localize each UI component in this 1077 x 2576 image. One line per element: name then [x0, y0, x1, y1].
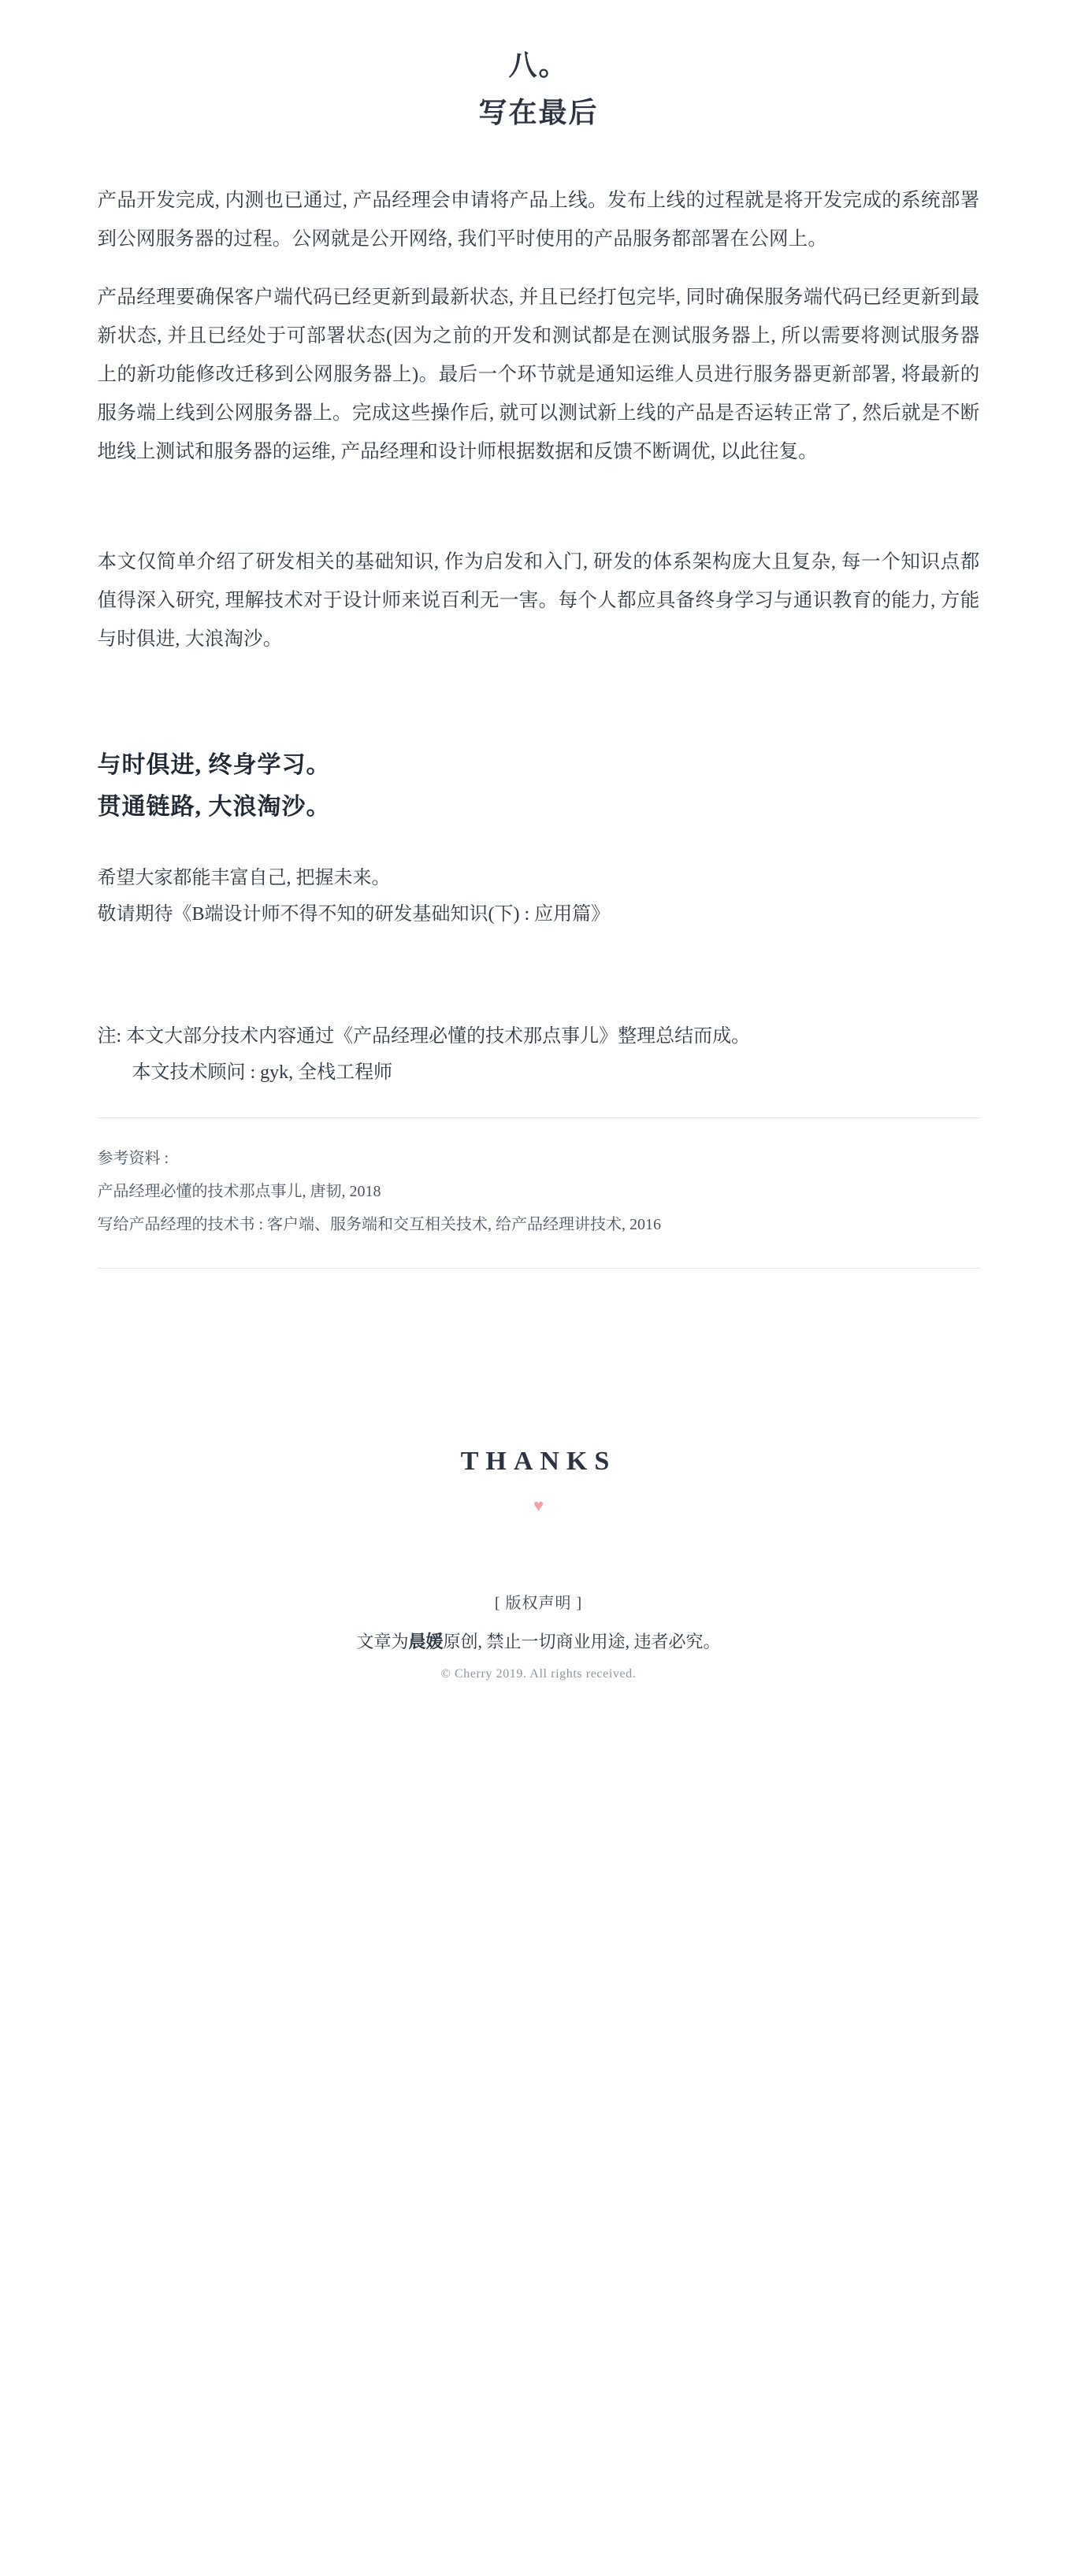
- paragraph-3: 本文仅简单介绍了研发相关的基础知识, 作为启发和入门, 研发的体系架构庞大且复杂, 每一个知识点都值得深入研究, 理解技术对于设计师来说百利无一害。每个人都应具备终身学习与通识教育的能力, 方能与时俱进, 大浪淘沙。: [97, 550, 980, 650]
- spacer: [98, 828, 980, 861]
- copyright-statement: [98, 1629, 980, 1653]
- footer-block: [98, 1292, 980, 1681]
- reference-item-2: 写给产品经理的技术书 : 客户端、服务端和交互相关技术, 给产品经理讲技术, 2016: [97, 1216, 662, 1234]
- bottom-spacer: [98, 1681, 980, 1965]
- heart-icon: ♥: [533, 1496, 544, 1516]
- copyright-notice: © Cherry 2019. All rights received.: [440, 1667, 637, 1681]
- reference-item-1: 产品经理必懂的技术那点事儿, 唐韧, 2018: [97, 1183, 381, 1201]
- pull-quote: [98, 745, 980, 828]
- document-content: [98, 0, 980, 1965]
- references-block: [98, 1142, 980, 1241]
- quote-line-2: 贯通链路, 大浪淘沙。: [97, 793, 331, 820]
- paragraph-1: 产品开发完成, 内测也已通过, 产品经理会申请将产品上线。发布上线的过程就是将开发完成的系统部署到公网服务器的过程。公网就是公开网络, 我们平时使用的产品服务都部署在公网上。: [97, 190, 980, 250]
- copyright-prefix: 文章为: [356, 1632, 409, 1652]
- note-source: 注: 本文大部分技术内容通过《产品经理必懂的技术那点事儿》整理总结而成。: [97, 1026, 751, 1047]
- thanks-title: THANKS: [460, 1447, 617, 1477]
- spacer: [98, 677, 980, 745]
- divider-bottom: [98, 1268, 980, 1269]
- paragraph-2: 产品经理要确保客户端代码已经更新到最新状态, 并且已经打包完毕, 同时确保服务端代码已经更新到最新状态, 并且已经处于可部署状态(因为之前的开发和测试都是在测试服务器上, 所以需要将测试服务器上的新功能修改迁移到公网服务器上)。最后一个环节就是通知运维人员进行服务器更新部署, 将最新的服务端上线到公网服务器上。完成这些操作后, 就可以测试新上线的产品是否运转正常了, 然后就是不断地线上测试和服务器的运维, 产品经理和设计师根据数据和反馈不断调优, 以此往复。: [97, 286, 980, 462]
- author-name: 晨媛: [408, 1632, 444, 1652]
- note-advisor: 本文技术顾问 : gyk, 全栈工程师: [132, 1062, 393, 1083]
- quote-line-1: 与时俱进, 终身学习。: [97, 752, 331, 778]
- body-paragraphs: [98, 181, 980, 471]
- spacer: [98, 490, 980, 523]
- section-heading: [98, 0, 980, 134]
- note-wish: 希望大家都能丰富自己, 把握未来。: [97, 868, 391, 888]
- page-title: 写在最后: [478, 97, 599, 128]
- note-next-article: 敬请期待《B端设计师不得不知的研发基础知识(下) : 应用篇》: [97, 903, 611, 925]
- spacer: [98, 932, 980, 1019]
- copyright-suffix: 原创, 禁止一切商业用途, 违者必究。: [443, 1632, 721, 1652]
- copyright-heading: [ 版权声明 ]: [494, 1595, 583, 1613]
- references-title: 参考资料 :: [97, 1150, 169, 1168]
- section-number: 八。: [508, 50, 569, 81]
